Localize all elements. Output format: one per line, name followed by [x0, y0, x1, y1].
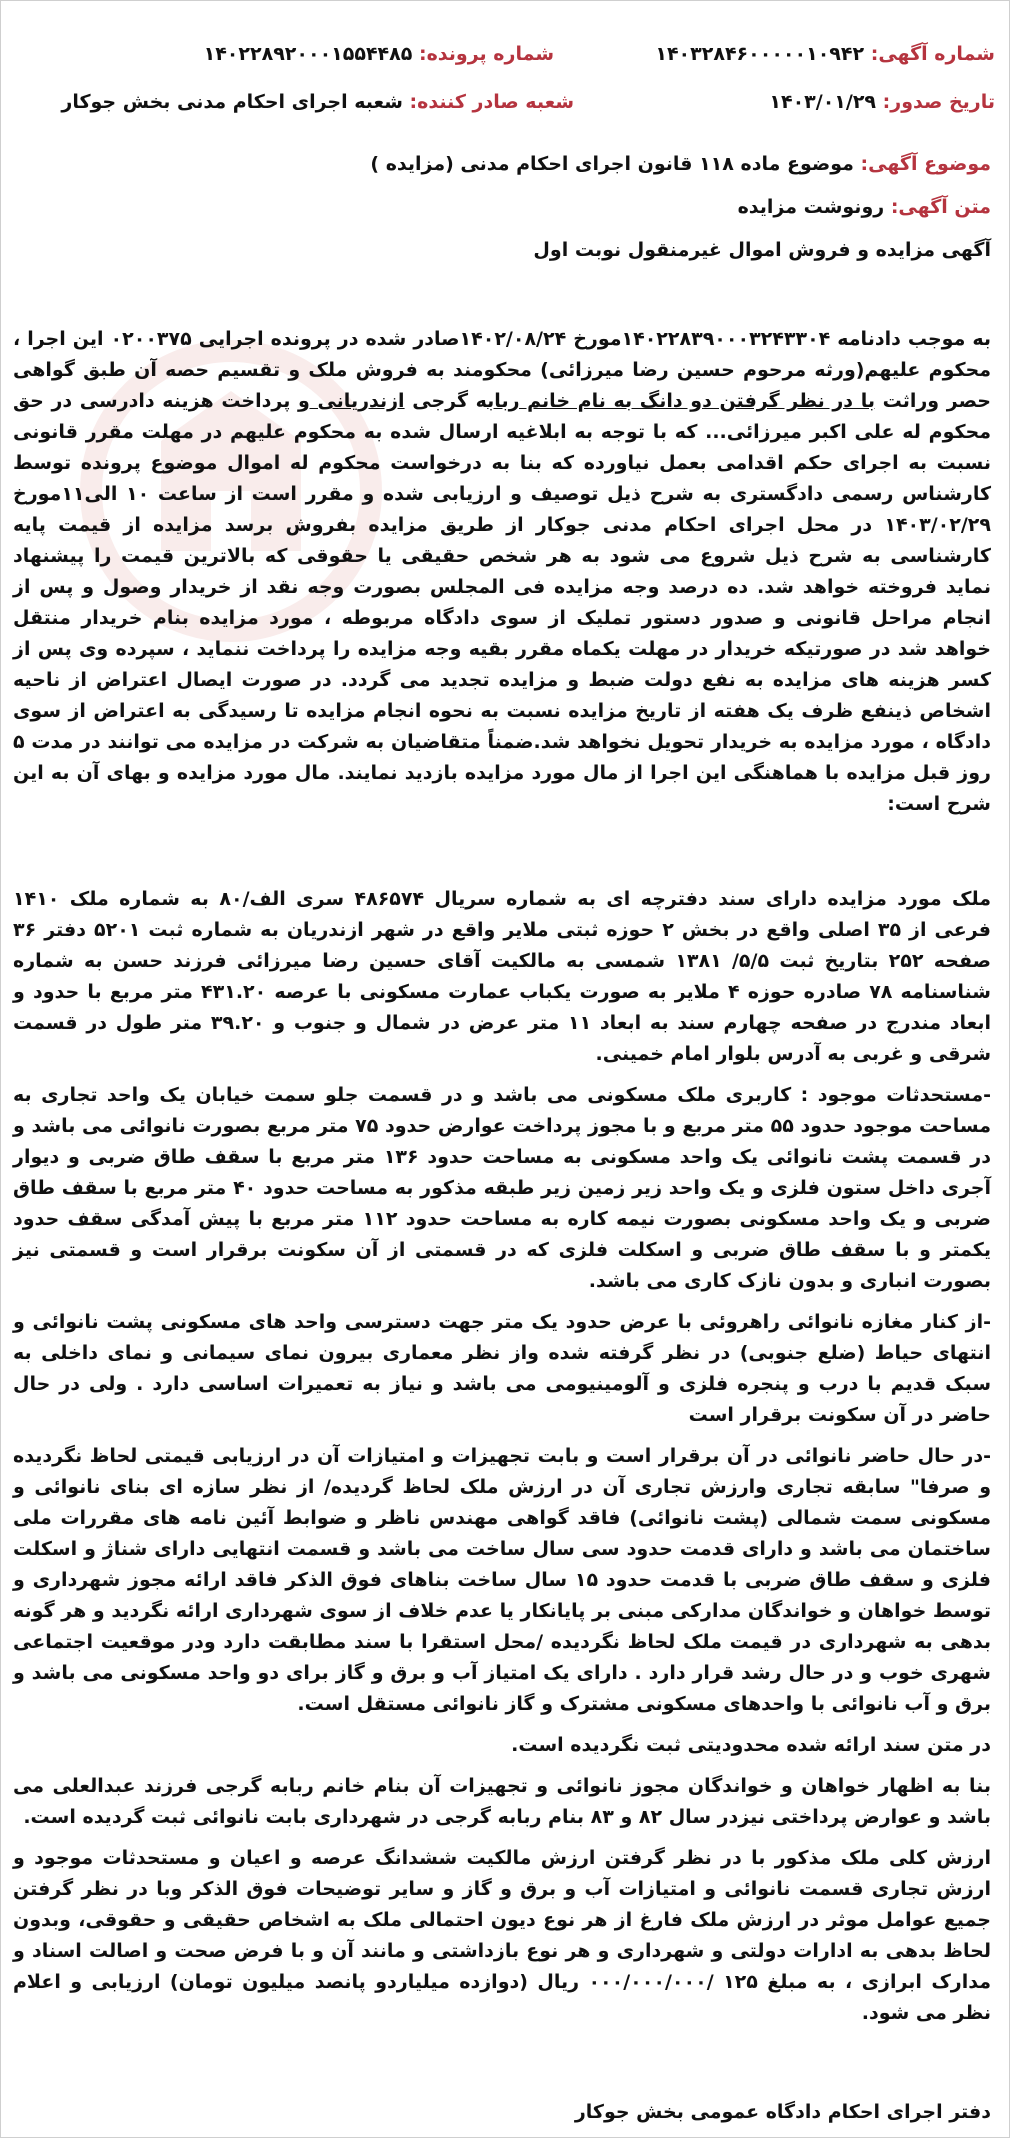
paragraph-property: ملک مورد مزایده دارای سند دفترچه ای به شماره سریال ۴۸۶۵۷۴ سری الف/۸۰ به شماره ملک ۱۴۱۰ فرعی از ۳۵ اصلی واقع در بخش ۲ حوزه ثبتی ملایر واقع در شهر ازندریان به شماره ثبت ۵۲۰۱ دفتر ۳۶ صفحه ۲۵۲ بتاریخ ثبت ۵/۵/ ۱۳۸۱ شمسی به مالکیت آقای حسین رضا میرزائی فرزند حسن به شماره شناسنامه ۷۸ صادره حوزه ۴ ملایر به صورت یکباب عمارت مسکونی با عرصه ۴۳۱.۲۰ متر مربع با حدود و ابعاد مندرج در صفحه چهارم سند به ابعاد ۱۱ متر عرض در شمال و جنوب و ۳۹.۲۰ متر طول در قسمت شرقی و غربی به آدرس بلوار امام خمینی.	[13, 888, 992, 1065]
text-line: متن آگهی: رونوشت مزایده	[737, 196, 991, 218]
paragraph-restriction: در متن سند ارائه شده محدودیتی ثبت نگردیده است.	[511, 1734, 991, 1756]
paragraph-corridor: -از کنار مغازه نانوائی راهروئی با عرض حدود یک متر جهت دسترسی واحد های مسکونی پشت نانوائی و انتهای حیاط (ضلع جنوبی) در نظر گرفته شده واز نظر معماری بیرون نمای سیمانی و نمای داخلی به سبک قدیم با درب و پنجره فلزی و آلومینیومی می باشد و نیاز به تعمیرات اساسی دارد . ولی در حال حاضر در آن سکونت برقرار است	[13, 1311, 991, 1426]
paragraph-valuation: ارزش کلی ملک مذکور با در نظر گرفتن ارزش مالکیت ششدانگ عرصه و اعیان و مستحدثات موجود و ارزش تجاری قسمت نانوائی و امتیازات آب و برق و گاز و سایر توضیحات فوق الذکر وبا در نظر گرفتن جمیع عوامل موثر در ارزش ملک فارغ از هر نوع دیون احتمالی ملک به اشخاص حقیقی و حقوقی، وبدون لحاظ بدهی به ادارات دولتی و شهرداری و هر نوع بازداشتی و مانند آن و با فرض صحت و اصالت اسناد و مدارک ابرازی ، به مبلغ ۱۲۵ /۰۰۰/۰۰۰/۰۰۰ ریال (دوازده میلیاردو پانصد میلیون تومان) ارزیابی و اعلام نظر می شود.	[13, 1847, 991, 2024]
paragraph-verdict: به موجب دادنامه ۱۴۰۲۲۸۳۹۰۰۰۳۲۴۳۳۰۴مورخ ۱۴۰۲/۰۸/۲۴صادر شده در پرونده اجرایی ۰۲۰۰۳۷۵ این اجرا ، محکوم علیهم(ورثه مرحوم حسین رضا میرزائی) محکومند به فروش ملک و تقسیم حصه آن طبق گواهی حصر وراثت با در نظر گرفتن دو دانگ به نام خانم ربابه گرجی ازندریانی و پرداخت هزینه دادرسی در حق محکوم له علی اکبر میرزائی... که با توجه به ابلاغیه ارسال شده به محکوم علیهم در مهلت مقرر قانونی نسبت به اجرای حکم اقدامی بعمل نیاورده که بنا به درخواست محکوم له اموال موضوع پرونده توسط کارشناس رسمی دادگستری به شرح ذیل توصیف و ارزیابی شده و مقرر است از ساعت ۱۰ الی۱۱مورخ ۱۴۰۳/۰۲/۲۹ در محل اجرای احکام مدنی جوکار از طریق مزایده بفروش برسد مزایده از قیمت پایه کارشناسی به شرح ذیل شروع می شود به هر شخص حقیقی یا حقوقی که بالاترین قیمت را پیشنهاد نماید فروخته خواهد شد. ده درصد وجه مزایده فی المجلس بصورت وجه نقد از خریدار وصول و پس از انجام مراحل قانونی و صدور دستور تملیک از سوی دادگاه مربوطه ، مورد مزایده بنام خریدار منتقل خواهد شد در صورتیکه خریدار در مهلت یکماه مقرر بقیه وجه مزایده را پرداخت ننماید ، سپرده وی پس از کسر هزینه های مزایده به نفع دولت ضبط و مزایده تجدید می گردد. در صورت ایصال اعتراض از ناحیه اشخاص ذینفع ظرف یک هفته از تاریخ مزایده نسبت به نحوه انجام مزایده تا رسیدگی به اعتراض از سوی دادگاه ، مورد مزایده به خریدار تحویل نخواهد شد.ضمناً متقاضیان به شرکت در مزایده می توانند در مدت ۵ روز قبل مزایده با هماهنگی این اجرا از مال مورد مزایده بازدید نمایند. مال مورد مزایده و بهای آن به این شرح است:	[13, 328, 992, 815]
notice-heading: آگهی مزایده و فروش اموال غیرمنقول نوبت اول	[533, 239, 991, 261]
subject-line: موضوع آگهی: موضوع ماده ۱۱۸ قانون اجرای احکام مدنی (مزایده )	[370, 153, 991, 175]
notice-body	[13, 149, 991, 2128]
issuer: شعبه صادر کننده: شعبه اجرای احکام مدنی بخش جوکار	[61, 91, 574, 113]
paragraph-buildings: -مستحدثات موجود : کاربری ملک مسکونی می باشد و در قسمت جلو سمت خیابان یک واحد تجاری به مساحت موجود حدود ۵۵ متر مربع و با مجوز پرداخت عوارض حدود ۷۵ متر مربع بصورت نانوائی می باشد و در قسمت پشت نانوائی یک واحد مسکونی به مساحت حدود ۱۳۶ متر مربع با سقف طاق ضربی و دیوار آجری داخل ستون فلزی و یک واحد زیر زمین زیر طبقه مذکور به مساحت حدود ۴۰ متر مربع با سقف طاق ضربی و یک واحد مسکونی بصورت نیمه کاره به مساحت حدود ۱۱۲ متر مربع با پیش آمدگی سقف حدود یکمتر و با سقف طاق ضربی و اسکلت فلزی که در قسمتی از آن سکونت برقرار است و قسمتی نیز بصورت انباری و بدون نازک کاری می باشد.	[13, 1084, 992, 1292]
signature: دفتر اجرای احکام دادگاه عمومی بخش جوکار	[574, 2101, 991, 2123]
paragraph-bakery: -در حال حاضر نانوائی در آن برقرار است و بابت تجهیزات و امتیازات آن در ارزیابی قیمتی لحاظ نگردیده و صرفا" سابقه تجاری وارزش تجاری آن در ارزش ملک لحاظ گردیده/ از نظر سازه ای بنای نانوائی و مسکونی سمت شمالی (پشت نانوائی) فاقد گواهی مهندس ناظر و ضوابط آئین نامه های مقررات ملی ساختمان می باشد و دارای قدمت حدود سی سال ساخت می باشد و قسمت انتهایی دارای شناژ و اسکلت فلزی و سقف طاق ضربی با قدمت حدود ۱۵ سال ساخت بناهای فوق الذکر فاقد ارائه مجوز شهرداری و توسط خواهان و خواندگان مدارکی مبنی بر پایانکار یا عدم خلاف از سوی شهرداری ارائه نگردید و هر گونه بدهی به شهرداری در قیمت ملک لحاظ نگردیده /محل استقرا با سند مطابقت دارد ودر موقعیت اجتماعی شهری خوب و در حال رشد قرار دارد . دارای یک امتیاز آب و برق و گاز برای دو واحد مسکونی می باشد و برق و آب نانوائی با واحدهای مسکونی مشترک و گاز نانوائی مستقل است.	[13, 1445, 991, 1715]
notice-number: شماره آگهی: ۱۴۰۳۲۸۴۶۰۰۰۰۰۱۰۹۴۲	[655, 43, 995, 65]
file-number: شماره پرونده: ۱۴۰۲۲۸۹۲۰۰۰۱۵۵۴۴۸۵	[203, 43, 554, 65]
paragraph-license: بنا به اظهار خواهان و خواندگان مجوز نانوائی و تجهیزات آن بنام خانم ربابه گرجی فرزند عبدالعلی می باشد و عوارض پرداختی نیزدر سال ۸۲ و ۸۳ بنام ربابه گرجی در شهرداری بابت نانوائی ثبت گردیده است.	[13, 1775, 991, 1828]
issue-date: تاریخ صدور: ۱۴۰۳/۰۱/۲۹	[769, 91, 995, 113]
